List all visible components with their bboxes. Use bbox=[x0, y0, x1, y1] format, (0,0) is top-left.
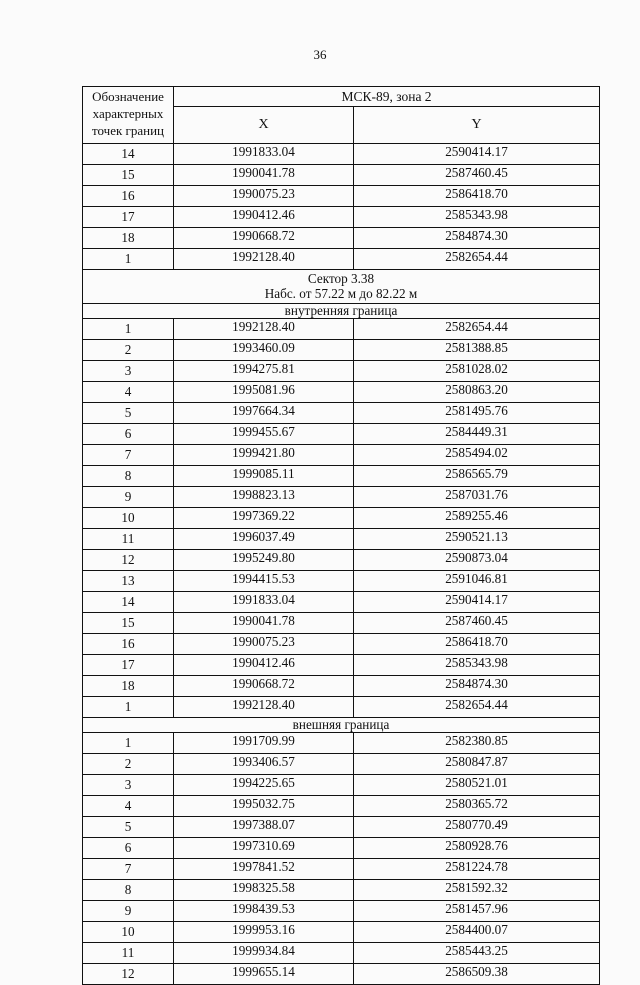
table-row bbox=[83, 466, 600, 487]
x-coordinate-cell: 1990668.72 bbox=[174, 676, 354, 697]
point-number-cell: 4 bbox=[83, 382, 174, 403]
y-coordinate-cell: 2590414.17 bbox=[354, 144, 600, 165]
table-row bbox=[83, 529, 600, 550]
x-coordinate-cell: 1999934.84 bbox=[174, 943, 354, 964]
y-coordinate-cell: 2584874.30 bbox=[354, 228, 600, 249]
sector-caption bbox=[83, 270, 600, 304]
table-row bbox=[83, 655, 600, 676]
x-coordinate-cell: 1999455.67 bbox=[174, 424, 354, 445]
x-coordinate-cell: 1998823.13 bbox=[174, 487, 354, 508]
sector-height-range: Набс. от 57.22 м до 82.22 м bbox=[264, 286, 418, 301]
x-coordinate-cell: 1994415.53 bbox=[174, 571, 354, 592]
table-row bbox=[83, 249, 600, 270]
y-coordinate-cell: 2582380.85 bbox=[354, 733, 600, 754]
points-column-header bbox=[83, 87, 174, 144]
x-coordinate-cell: 1999085.11 bbox=[174, 466, 354, 487]
table-row bbox=[83, 186, 600, 207]
table-row bbox=[83, 165, 600, 186]
y-coordinate-cell: 2581028.02 bbox=[354, 361, 600, 382]
point-number-cell: 4 bbox=[83, 796, 174, 817]
point-number-cell: 3 bbox=[83, 775, 174, 796]
point-number-cell: 6 bbox=[83, 424, 174, 445]
x-coordinate-cell: 1990412.46 bbox=[174, 655, 354, 676]
x-coordinate-cell: 1994225.65 bbox=[174, 775, 354, 796]
point-number-cell: 12 bbox=[83, 550, 174, 571]
table-row bbox=[83, 592, 600, 613]
x-coordinate-cell: 1999655.14 bbox=[174, 964, 354, 985]
table-row bbox=[83, 697, 600, 718]
point-number-cell: 5 bbox=[83, 817, 174, 838]
x-coordinate-cell: 1997310.69 bbox=[174, 838, 354, 859]
sector-block bbox=[83, 270, 600, 319]
y-column-header: Y bbox=[354, 107, 600, 144]
x-coordinate-cell: 1994275.81 bbox=[174, 361, 354, 382]
table-row bbox=[83, 964, 600, 985]
y-coordinate-cell: 2590873.04 bbox=[354, 550, 600, 571]
table-row bbox=[83, 754, 600, 775]
x-coordinate-cell: 1995032.75 bbox=[174, 796, 354, 817]
table-row bbox=[83, 424, 600, 445]
table-row bbox=[83, 340, 600, 361]
point-number-cell: 16 bbox=[83, 186, 174, 207]
x-coordinate-cell: 1991709.99 bbox=[174, 733, 354, 754]
table-row bbox=[83, 634, 600, 655]
x-coordinate-cell: 1999421.80 bbox=[174, 445, 354, 466]
table-row bbox=[83, 676, 600, 697]
y-coordinate-cell: 2584874.30 bbox=[354, 676, 600, 697]
table-row bbox=[83, 228, 600, 249]
table-row bbox=[83, 922, 600, 943]
y-coordinate-cell: 2580847.87 bbox=[354, 754, 600, 775]
table-row bbox=[83, 943, 600, 964]
header-label-line: характерных bbox=[92, 106, 164, 121]
table-header bbox=[83, 87, 600, 144]
point-number-cell: 3 bbox=[83, 361, 174, 382]
y-coordinate-cell: 2590521.13 bbox=[354, 529, 600, 550]
y-coordinate-cell: 2589255.46 bbox=[354, 508, 600, 529]
x-coordinate-cell: 1990041.78 bbox=[174, 613, 354, 634]
sector-title: Сектор 3.38 bbox=[307, 271, 375, 286]
y-coordinate-cell: 2580521.01 bbox=[354, 775, 600, 796]
x-coordinate-cell: 1997841.52 bbox=[174, 859, 354, 880]
point-number-cell: 8 bbox=[83, 880, 174, 901]
table-row bbox=[83, 144, 600, 165]
point-number-cell: 12 bbox=[83, 964, 174, 985]
y-coordinate-cell: 2591046.81 bbox=[354, 571, 600, 592]
x-coordinate-cell: 1992128.40 bbox=[174, 249, 354, 270]
table-row bbox=[83, 859, 600, 880]
point-number-cell: 6 bbox=[83, 838, 174, 859]
y-coordinate-cell: 2580770.49 bbox=[354, 817, 600, 838]
point-number-cell: 15 bbox=[83, 613, 174, 634]
table-row bbox=[83, 571, 600, 592]
point-number-cell: 16 bbox=[83, 634, 174, 655]
outer-block bbox=[83, 718, 600, 733]
table-row bbox=[83, 880, 600, 901]
table-row bbox=[83, 613, 600, 634]
table-row bbox=[83, 445, 600, 466]
x-coordinate-cell: 1990041.78 bbox=[174, 165, 354, 186]
x-column-header: X bbox=[174, 107, 354, 144]
y-coordinate-cell: 2587460.45 bbox=[354, 165, 600, 186]
point-number-cell: 18 bbox=[83, 676, 174, 697]
x-coordinate-cell: 1993406.57 bbox=[174, 754, 354, 775]
y-coordinate-cell: 2581388.85 bbox=[354, 340, 600, 361]
point-number-cell: 11 bbox=[83, 529, 174, 550]
x-coordinate-cell: 1995081.96 bbox=[174, 382, 354, 403]
x-coordinate-cell: 1992128.40 bbox=[174, 697, 354, 718]
point-number-cell: 14 bbox=[83, 144, 174, 165]
y-coordinate-cell: 2586418.70 bbox=[354, 186, 600, 207]
header-label-line: точек границ bbox=[91, 123, 165, 138]
y-coordinate-cell: 2586565.79 bbox=[354, 466, 600, 487]
point-number-cell: 1 bbox=[83, 697, 174, 718]
point-number-cell: 9 bbox=[83, 487, 174, 508]
y-coordinate-cell: 2585443.25 bbox=[354, 943, 600, 964]
point-number-cell: 10 bbox=[83, 508, 174, 529]
point-number-cell: 7 bbox=[83, 445, 174, 466]
header-label-line: Обозначение bbox=[92, 89, 164, 104]
top-rows bbox=[83, 144, 600, 270]
y-coordinate-cell: 2581224.78 bbox=[354, 859, 600, 880]
y-coordinate-cell: 2584400.07 bbox=[354, 922, 600, 943]
x-coordinate-cell: 1990668.72 bbox=[174, 228, 354, 249]
point-number-cell: 17 bbox=[83, 207, 174, 228]
y-coordinate-cell: 2582654.44 bbox=[354, 697, 600, 718]
x-coordinate-cell: 1998439.53 bbox=[174, 901, 354, 922]
coordinate-system-header: МСК-89, зона 2 bbox=[174, 87, 600, 107]
coordinates-table bbox=[82, 86, 600, 985]
x-coordinate-cell: 1990075.23 bbox=[174, 634, 354, 655]
point-number-cell: 2 bbox=[83, 340, 174, 361]
point-number-cell: 15 bbox=[83, 165, 174, 186]
point-number-cell: 13 bbox=[83, 571, 174, 592]
point-number-cell: 1 bbox=[83, 249, 174, 270]
y-coordinate-cell: 2585343.98 bbox=[354, 655, 600, 676]
table-row bbox=[83, 361, 600, 382]
y-coordinate-cell: 2581457.96 bbox=[354, 901, 600, 922]
point-number-cell: 18 bbox=[83, 228, 174, 249]
y-coordinate-cell: 2587031.76 bbox=[354, 487, 600, 508]
table-row bbox=[83, 508, 600, 529]
point-number-cell: 2 bbox=[83, 754, 174, 775]
table-row bbox=[83, 817, 600, 838]
y-coordinate-cell: 2582654.44 bbox=[354, 249, 600, 270]
inner-boundary-rows bbox=[83, 319, 600, 718]
table-row bbox=[83, 550, 600, 571]
x-coordinate-cell: 1995249.80 bbox=[174, 550, 354, 571]
y-coordinate-cell: 2590414.17 bbox=[354, 592, 600, 613]
table-row bbox=[83, 838, 600, 859]
point-number-cell: 10 bbox=[83, 922, 174, 943]
table-row bbox=[83, 775, 600, 796]
x-coordinate-cell: 1993460.09 bbox=[174, 340, 354, 361]
x-coordinate-cell: 1998325.58 bbox=[174, 880, 354, 901]
x-coordinate-cell: 1997388.07 bbox=[174, 817, 354, 838]
point-number-cell: 1 bbox=[83, 733, 174, 754]
table-row bbox=[83, 901, 600, 922]
point-number-cell: 11 bbox=[83, 943, 174, 964]
point-number-cell: 1 bbox=[83, 319, 174, 340]
y-coordinate-cell: 2581592.32 bbox=[354, 880, 600, 901]
point-number-cell: 14 bbox=[83, 592, 174, 613]
table-row bbox=[83, 403, 600, 424]
x-coordinate-cell: 1990412.46 bbox=[174, 207, 354, 228]
y-coordinate-cell: 2582654.44 bbox=[354, 319, 600, 340]
y-coordinate-cell: 2586418.70 bbox=[354, 634, 600, 655]
point-number-cell: 8 bbox=[83, 466, 174, 487]
y-coordinate-cell: 2580365.72 bbox=[354, 796, 600, 817]
x-coordinate-cell: 1992128.40 bbox=[174, 319, 354, 340]
y-coordinate-cell: 2584449.31 bbox=[354, 424, 600, 445]
inner-boundary-title: внутренняя граница bbox=[83, 304, 600, 319]
y-coordinate-cell: 2585343.98 bbox=[354, 207, 600, 228]
point-number-cell: 5 bbox=[83, 403, 174, 424]
table-row bbox=[83, 796, 600, 817]
x-coordinate-cell: 1997664.34 bbox=[174, 403, 354, 424]
x-coordinate-cell: 1990075.23 bbox=[174, 186, 354, 207]
table-row bbox=[83, 733, 600, 754]
y-coordinate-cell: 2585494.02 bbox=[354, 445, 600, 466]
y-coordinate-cell: 2587460.45 bbox=[354, 613, 600, 634]
point-number-cell: 9 bbox=[83, 901, 174, 922]
table-row bbox=[83, 382, 600, 403]
outer-boundary-rows bbox=[83, 733, 600, 985]
table-row bbox=[83, 207, 600, 228]
x-coordinate-cell: 1991833.04 bbox=[174, 144, 354, 165]
outer-boundary-title: внешняя граница bbox=[83, 718, 600, 733]
point-number-cell: 17 bbox=[83, 655, 174, 676]
x-coordinate-cell: 1996037.49 bbox=[174, 529, 354, 550]
point-number-cell: 7 bbox=[83, 859, 174, 880]
x-coordinate-cell: 1991833.04 bbox=[174, 592, 354, 613]
table-row bbox=[83, 487, 600, 508]
x-coordinate-cell: 1999953.16 bbox=[174, 922, 354, 943]
page-number: 36 bbox=[313, 47, 327, 62]
y-coordinate-cell: 2581495.76 bbox=[354, 403, 600, 424]
table-row bbox=[83, 319, 600, 340]
y-coordinate-cell: 2586509.38 bbox=[354, 964, 600, 985]
x-coordinate-cell: 1997369.22 bbox=[174, 508, 354, 529]
y-coordinate-cell: 2580863.20 bbox=[354, 382, 600, 403]
y-coordinate-cell: 2580928.76 bbox=[354, 838, 600, 859]
